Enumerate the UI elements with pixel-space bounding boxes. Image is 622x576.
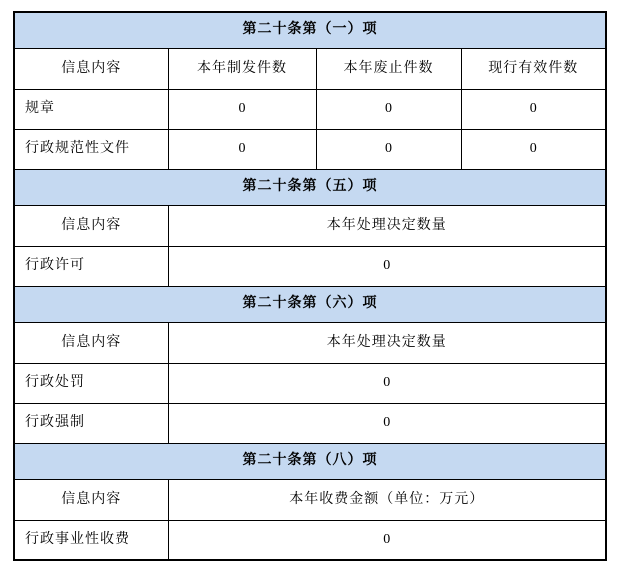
table-row	[14, 129, 606, 169]
cell-value: 0	[168, 363, 606, 403]
column-header-decision-count: 本年处理决定数量	[168, 322, 606, 363]
cell-value: 0	[168, 246, 606, 286]
row-label-administrative-fees: 行政事业性收费	[14, 520, 168, 560]
column-header-issued-count: 本年制发件数	[168, 48, 316, 89]
cell-value: 0	[461, 129, 606, 169]
column-header-info-content: 信息内容	[14, 479, 168, 520]
cell-value: 0	[168, 129, 316, 169]
row-label-rules: 规章	[14, 89, 168, 129]
column-header-info-content: 信息内容	[14, 205, 168, 246]
cell-value: 0	[168, 89, 316, 129]
section-title-item1: 第二十条第（一）项	[14, 12, 606, 48]
table-row	[14, 89, 606, 129]
row-label-administrative-coercion: 行政强制	[14, 403, 168, 443]
column-header-decision-count: 本年处理决定数量	[168, 205, 606, 246]
table-row	[14, 520, 606, 560]
column-header-info-content: 信息内容	[14, 48, 168, 89]
row-label-administrative-license: 行政许可	[14, 246, 168, 286]
column-header-effective-count: 现行有效件数	[461, 48, 606, 89]
column-header-abolished-count: 本年废止件数	[316, 48, 461, 89]
column-header-info-content: 信息内容	[14, 322, 168, 363]
table-row	[14, 246, 606, 286]
cell-value: 0	[461, 89, 606, 129]
section-title-item5: 第二十条第（五）项	[14, 169, 606, 205]
table-row	[14, 403, 606, 443]
report-table	[13, 11, 607, 561]
section-title-item6: 第二十条第（六）项	[14, 286, 606, 322]
cell-value: 0	[168, 403, 606, 443]
cell-value: 0	[168, 520, 606, 560]
cell-value: 0	[316, 129, 461, 169]
row-label-normative-documents: 行政规范性文件	[14, 129, 168, 169]
column-header-fee-amount: 本年收费金额（单位：万元）	[168, 479, 606, 520]
section-title-item8: 第二十条第（八）项	[14, 443, 606, 479]
cell-value: 0	[316, 89, 461, 129]
row-label-administrative-penalty: 行政处罚	[14, 363, 168, 403]
table-row	[14, 363, 606, 403]
